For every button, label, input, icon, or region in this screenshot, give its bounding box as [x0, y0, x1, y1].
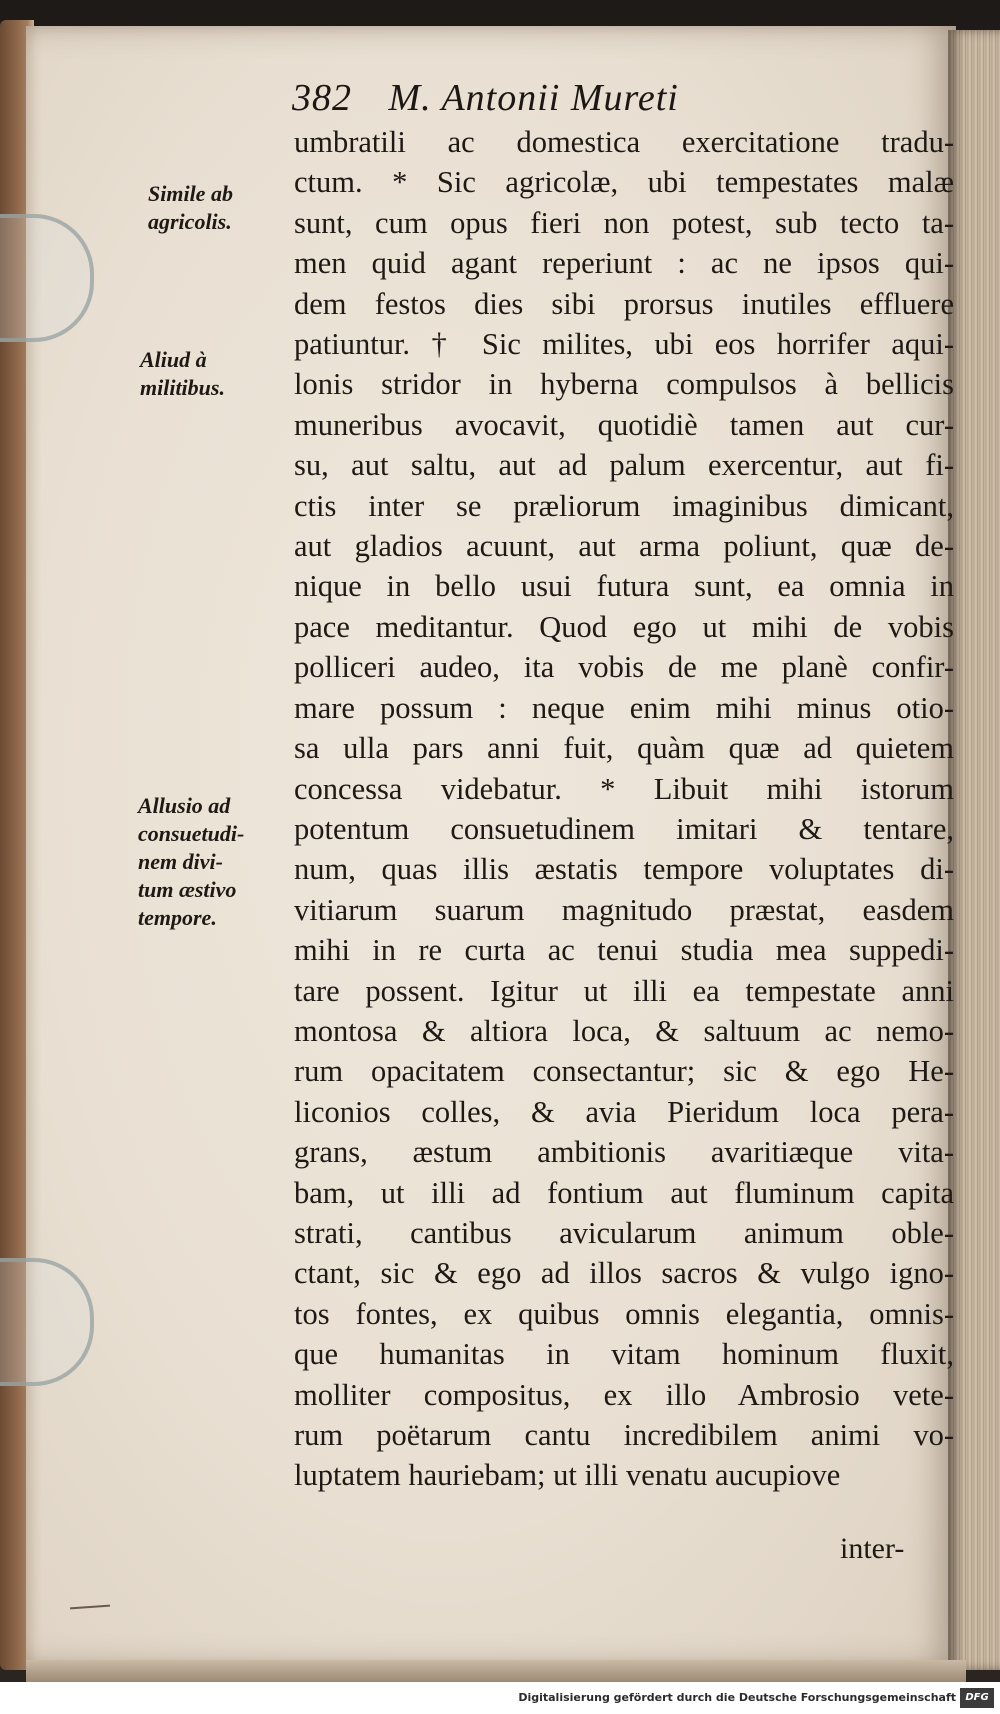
margin-note-line: nem divi-: [138, 849, 223, 874]
text-line: vitiarum suarum magnitudo præstat, easdem: [294, 892, 954, 927]
text-line: strati, cantibus avicularum animum oble-: [294, 1215, 954, 1250]
margin-note-militibus: [140, 346, 225, 402]
margin-note-line: militibus.: [140, 375, 225, 400]
text-line: ctis inter se præliorum imaginibus dimicant,: [294, 488, 954, 523]
text-line: mihi in re curta ac tenui studia mea suppedi-: [294, 933, 954, 968]
margin-note-line: consuetudi-: [138, 821, 245, 846]
catchword: inter-: [840, 1532, 905, 1565]
text-line: rum poëtarum cantu incredibilem animi vo-: [294, 1418, 954, 1452]
page-bottom-edge: [26, 1660, 966, 1682]
margin-note-line: Aliud à: [140, 347, 207, 372]
text-line: num, quas illis æstatis tempore voluptates di-: [294, 852, 954, 887]
text-line: nique in bello usui futura sunt, ea omnia in: [294, 569, 954, 604]
margin-note-allusio: [138, 792, 244, 932]
text-line: ctant, sic & ego ad illos sacros & vulgo igno-: [294, 1256, 954, 1291]
text-line: lonis stridor in hyberna compulsos à bellicis: [294, 367, 954, 402]
text-line: molliter compositus, ex illo Ambrosio vete-: [294, 1377, 954, 1412]
running-title: M. Antonii Mureti: [388, 77, 679, 119]
footer-bar: [0, 1682, 1000, 1714]
text-line: su, aut saltu, aut ad palum exercentur, aut fi-: [294, 448, 954, 483]
body-text: [294, 122, 954, 1496]
text-line: grans, æstum ambitionis avaritiæque vita-: [294, 1135, 954, 1170]
text-line: que humanitas in vitam hominum fluxit,: [294, 1337, 954, 1372]
text-line: muneribus avocavit, quotidiè tamen aut cur-: [294, 407, 954, 442]
text-line: rum opacitatem consectantur; sic & ego He-: [294, 1054, 954, 1089]
text-line: tos fontes, ex quibus omnis elegantia, omnis-: [294, 1296, 954, 1331]
text-line: bam, ut illi ad fontium aut fluminum capita: [294, 1175, 954, 1210]
text-line: dem festos dies sibi prorsus inutiles effluere: [294, 286, 954, 321]
text-line: umbratili ac domestica exercitatione tradu-: [294, 125, 954, 159]
text-line: pace meditantur. Quod ego ut mihi de vobis: [294, 609, 954, 644]
text-line: aut gladios acuunt, aut arma poliunt, quæ de-: [294, 529, 954, 564]
margin-note-line: Simile ab: [148, 181, 233, 206]
margin-note-line: tum æstivo: [138, 877, 237, 902]
page-number: 382: [292, 77, 352, 119]
text-line: tare possent. Igitur ut illi ea tempestate anni: [294, 973, 954, 1008]
text-line: polliceri audeo, ita vobis de me planè confir-: [294, 650, 954, 685]
dfg-logo: DFG: [960, 1688, 994, 1708]
margin-note-line: tempore.: [138, 905, 217, 930]
text-line: patiuntur. † Sic milites, ubi eos horrifer aqui-: [294, 327, 954, 362]
running-header: [292, 76, 679, 120]
margin-note-line: Allusio ad: [138, 793, 231, 818]
margin-note-line: agricolis.: [148, 209, 232, 234]
page-stack-edge: [948, 30, 1000, 1670]
margin-note-agricolis: [148, 180, 233, 236]
text-line: ctum. * Sic agricolæ, ubi tempestates malæ: [294, 165, 954, 200]
text-line: montosa & altiora loca, & saltuum ac nemo-: [294, 1013, 954, 1048]
text-line: potentum consuetudinem imitari & tentare,: [294, 811, 954, 846]
text-line: sunt, cum opus fieri non potest, sub tecto ta-: [294, 205, 954, 240]
text-line: liconios colles, & avia Pieridum loca pera-: [294, 1094, 954, 1129]
funding-credit: Digitalisierung gefördert durch die Deutsche Forschungsgemeinschaft: [518, 1691, 956, 1704]
text-line: mare possum : neque enim mihi minus otio-: [294, 690, 954, 725]
text-line: sa ulla pars anni fuit, quàm quæ ad quietem: [294, 731, 954, 766]
text-line: men quid agant reperiunt : ac ne ipsos qui-: [294, 246, 954, 281]
text-line: concessa videbatur. * Libuit mihi istorum: [294, 771, 954, 806]
text-line: luptatem hauriebam; ut illi venatu aucupiove: [294, 1458, 841, 1493]
